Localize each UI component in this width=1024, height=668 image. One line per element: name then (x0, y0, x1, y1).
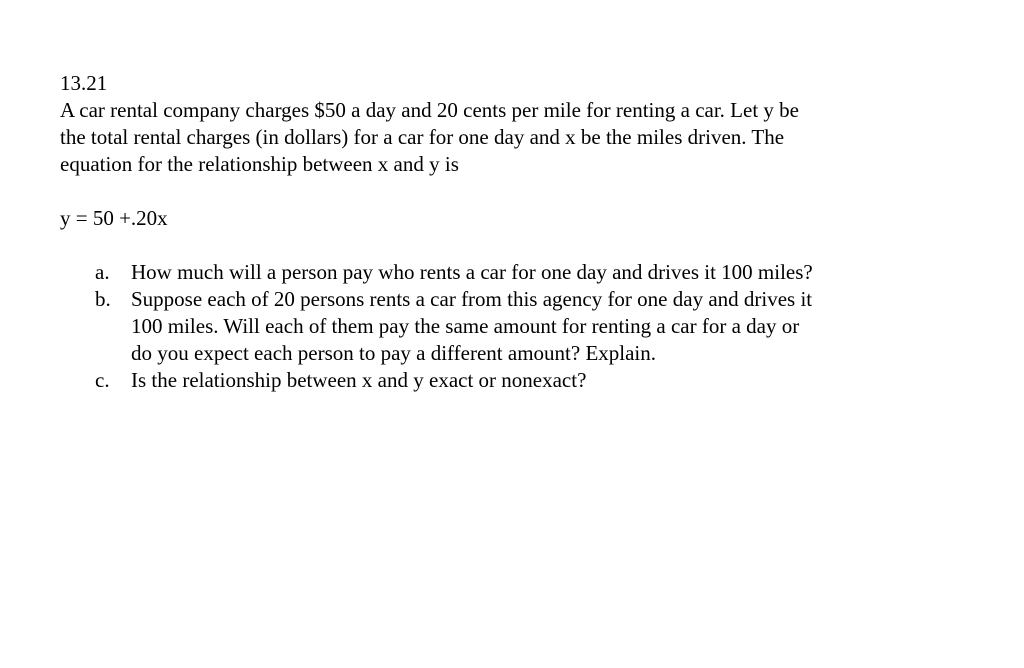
equation: y = 50 +.20x (60, 206, 168, 230)
question-line: Is the relationship between x and y exact or nonexact? (131, 368, 587, 392)
question-marker: c. (95, 368, 110, 392)
question-marker: a. (95, 260, 110, 284)
statement-line: A car rental company charges $50 a day and 20 cents per mile for renting a car. Let y be (60, 98, 799, 122)
problem-number: 13.21 (60, 71, 108, 95)
question-marker: b. (95, 287, 111, 311)
question-list (0, 259, 1024, 394)
question-b (0, 286, 1024, 367)
question-line: 100 miles. Will each of them pay the same amount for renting a car for a day or (131, 314, 800, 338)
question-c (0, 367, 1024, 394)
question-line: do you expect each person to pay a different amount? Explain. (131, 341, 657, 365)
problem-statement (60, 97, 920, 178)
question-line: Suppose each of 20 persons rents a car from this agency for one day and drives it (131, 287, 813, 311)
statement-line: the total rental charges (in dollars) for a car for one day and x be the miles driven. The (60, 125, 785, 149)
question-line: How much will a person pay who rents a car for one day and drives it 100 miles? (131, 260, 813, 284)
question-a (0, 259, 1024, 286)
statement-line: equation for the relationship between x and y is (60, 152, 459, 176)
